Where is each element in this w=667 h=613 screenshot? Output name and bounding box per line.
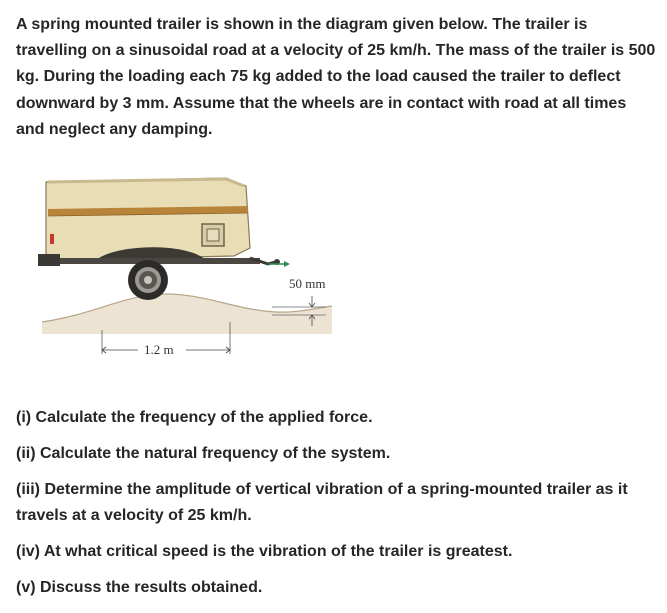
trailer-illustration: [36, 172, 366, 372]
amplitude-label: 50 mm: [289, 276, 326, 291]
rear-bumper: [38, 254, 60, 266]
problem-statement: A spring mounted trailer is shown in the diagram given below. The trailer is travelling on a sinusoidal road at a velocity of 25 km/h. The mass of the trailer is 500 kg. During the loading each 75 kg added to the load caused the trailer to deflect downward by 3 mm. Assume that the wheels are in contact with road at all times and neglect any damping.: [16, 16, 656, 138]
question-5: (v) Discuss the results obtained.: [16, 579, 263, 596]
question-2: (ii) Calculate the natural frequency of the system.: [16, 445, 391, 462]
tail-light: [50, 234, 54, 244]
wavelength-label: 1.2 m: [144, 342, 174, 357]
trailer-diagram: [36, 172, 366, 372]
question-1: (i) Calculate the frequency of the applied force.: [16, 409, 373, 426]
question-3: (iii) Determine the amplitude of vertical vibration of a spring-mounted trailer as it travels at a velocity of 25 km/h.: [16, 481, 628, 524]
question-4: (iv) At what critical speed is the vibration of the trailer is greatest.: [16, 543, 513, 560]
sinusoidal-road: [42, 294, 332, 334]
question-list: [16, 405, 656, 611]
